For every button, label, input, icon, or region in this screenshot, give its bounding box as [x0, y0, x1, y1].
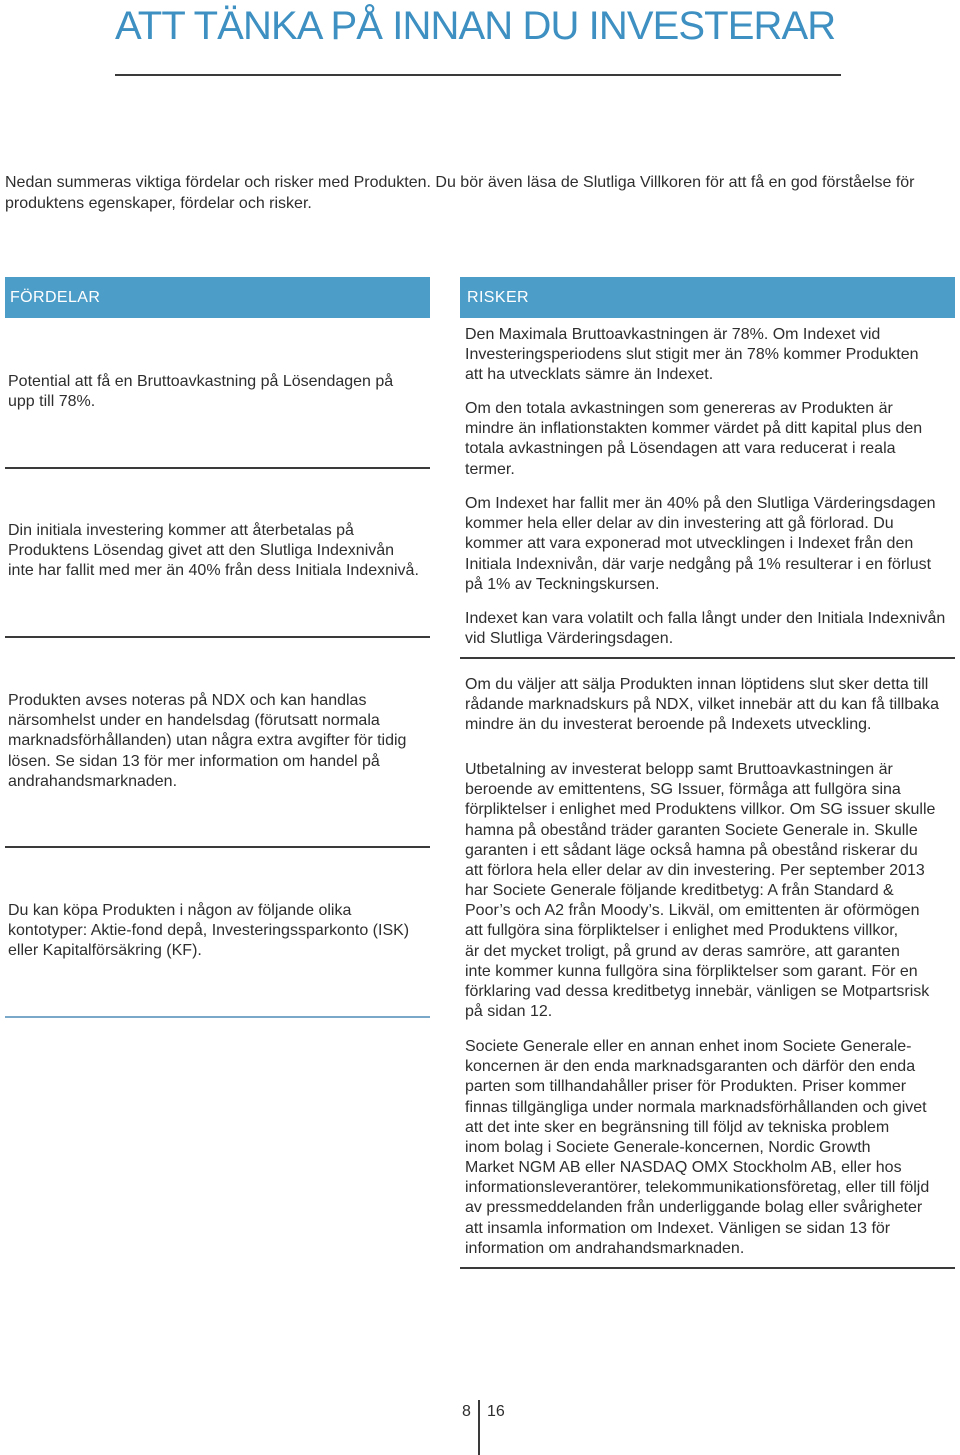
page-number: 8 [462, 1403, 471, 1420]
divider [460, 657, 955, 659]
advantage-item: Du kan köpa Produkten i någon av följande olika kontotyper: Aktie-fond depå, Investeringssparkonto (ISK) eller Kapitalförsäkring (KF). [8, 902, 410, 960]
advantages-column [0, 270, 440, 1030]
risks-heading: RISKER [467, 288, 529, 306]
page-title: ATT TÄNKA PÅ INNAN DU INVESTERAR [115, 4, 836, 48]
advantage-item: Produkten avses noteras på NDX och kan handlas närsomhelst under en handelsdag (förutsatt normala marknadsförhållanden) utan några extra avgifter för tidig lösen. Se sidan 13 för mer information om handel på andrahandsmarknaden. [8, 692, 407, 790]
advantage-item: Din initiala investering kommer att återbetalas på Produktens Lösendag givet att den Slutliga Indexnivån inte har fallit med mer än 40% från dess Initiala Indexnivå. [8, 522, 419, 580]
divider [5, 846, 430, 848]
divider [5, 1016, 430, 1018]
advantages-heading: FÖRDELAR [10, 288, 101, 306]
risk-item: Indexet kan vara volatilt och falla långt under den Initiala Indexnivån vid Slutliga Värderingsdagen. [465, 610, 946, 648]
advantage-item: Potential att få en Bruttoavkastning på Lösendagen på upp till 78%. [8, 373, 394, 411]
risks-column [455, 270, 960, 1275]
risk-item: Den Maximala Bruttoavkastningen är 78%. Om Indexet vid Investeringsperiodens slut stigit mer än 78% kommer Produkten att ha utvecklats sämre än Indexet. [465, 326, 919, 384]
footer-divider [478, 1400, 480, 1455]
divider [5, 467, 430, 469]
page-count: 16 [487, 1403, 505, 1420]
risk-item: Om Indexet har fallit mer än 40% på den Slutliga Värderingsdagen kommer hela eller delar av din investering att gå förlorad. Du kommer att vara exponerad mot utvecklingen i Indexet från den Initiala Indexnivån, där varje nedgång på 1% resulterar i en förlust på 1% av Teckningskursen. [465, 495, 936, 593]
title-rule [115, 74, 841, 76]
divider [5, 636, 430, 638]
divider [460, 1267, 955, 1269]
risk-item: Societe Generale eller en annan enhet inom Societe Generale- koncernen är den enda marknadsgaranten och därför den enda parten som tillhandahåller priser för Produkten. Priser kommer finnas tillgängliga under normala marknadsförhållanden och givet att det inte sker en begränsning till följd av tekniska problem inom bolag i Societe Generale-koncernen, Nordic Growth Market NGM AB eller NASDAQ OMX Stockholm AB, eller hos informationsleverantörer, telekommunikationsföretag, eller till följd av pressmeddelanden från underliggande bolag eller svårigheter att insamla information om Indexet. Vänligen se sidan 13 för information om andrahandsmarknaden. [465, 1038, 930, 1257]
page-footer [440, 1395, 520, 1455]
risk-item: Utbetalning av investerat belopp samt Bruttoavkastningen är beroende av emittentens, SG Issuer, förmåga att fullgöra sina förpliktelser i enlighet med Produktens villkor. Om SG issuer skulle hamna på obestånd träder garanten Societe Generale in. Skulle garanten i ett sådant läge också hamna på obestånd riskerar du att förlora hela eller delar av din investering. Per september 2013 har Societe Generale följande kreditbetyg: A från Standard & Poor’s och A2 från Moody’s. Likväl, om emittenten är oförmögen att fullgöra sina förpliktelser i enlighet med Produktens villkor, är det mycket troligt, på grund av deras samröre, att garanten inte kommer kunna fullgöra sina förpliktelser som garant. För en förklaring vad dessa kreditbetyg innebär, vänligen se Motpartsrisk på sidan 12. [465, 761, 936, 1021]
advantages-header [5, 277, 430, 318]
risks-header [460, 277, 955, 318]
risk-item: Om du väljer att sälja Produkten innan löptidens slut sker detta till rådande marknadskurs på NDX, vilket innebär att du kan få tillbaka mindre än du investerat beroende på Indexets utveckling. [465, 676, 940, 734]
intro-text: Nedan summeras viktiga fördelar och risker med Produkten. Du bör även läsa de Slutliga Villkoren för att få en god förståelse för produktens egenskaper, fördelar och risker. [5, 174, 915, 212]
risk-item: Om den totala avkastningen som genereras av Produkten är mindre än inflationstakten kommer värdet på ditt kapital plus den totala avkastningen på Lösendagen att vara reducerat i reala termer. [465, 400, 923, 478]
